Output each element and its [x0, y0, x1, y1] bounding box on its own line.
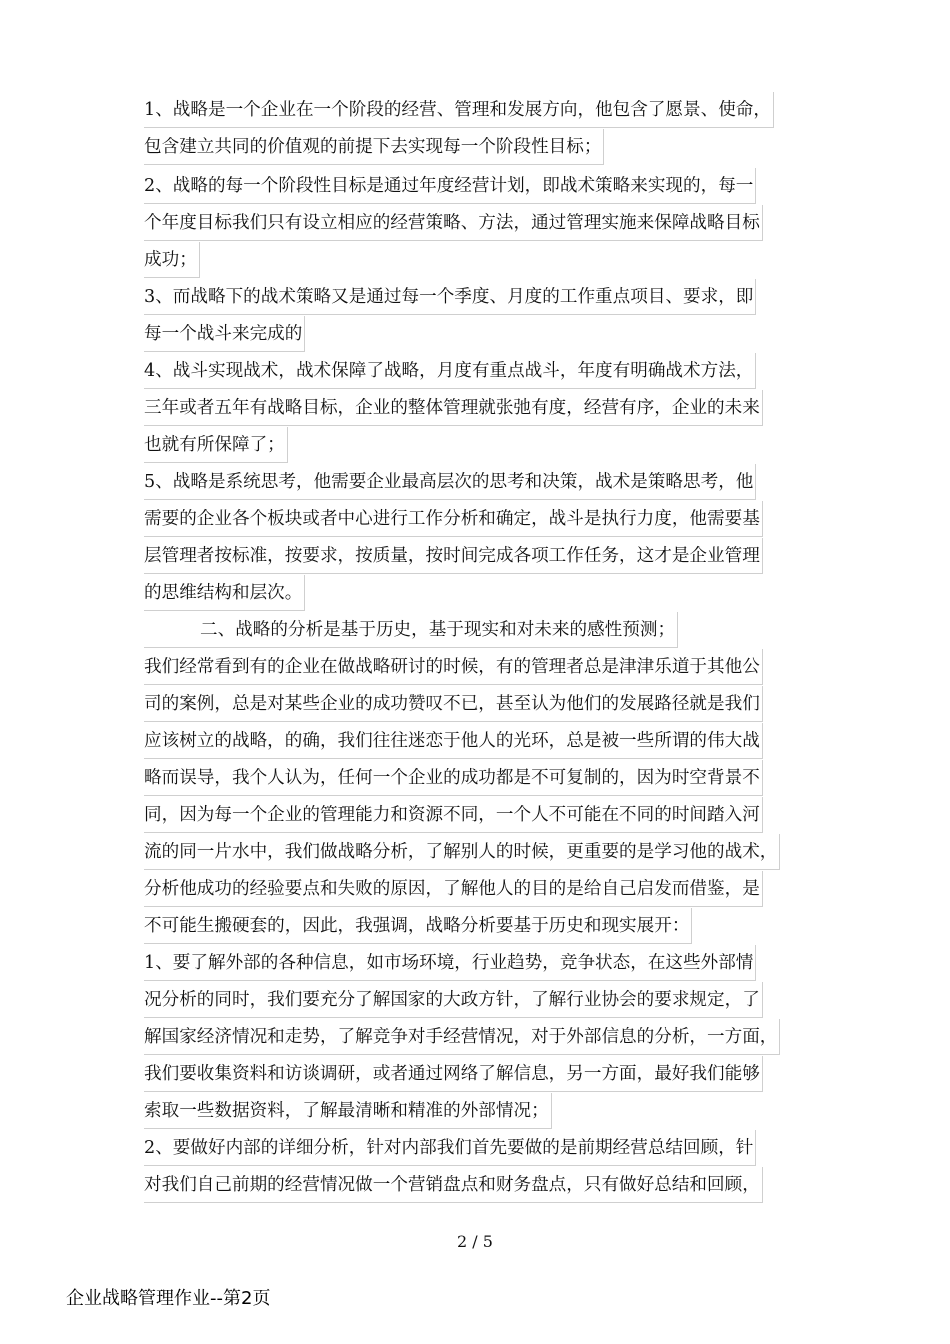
text-line: 应该树立的战略，的确，我们往往迷恋于他人的光环，总是被一些所谓的伟大战	[144, 723, 763, 759]
text-line: 况分析的同时，我们要充分了解国家的大政方针，了解行业协会的要求规定，了	[144, 982, 763, 1018]
text-line: 流的同一片水中，我们做战略分析，了解别人的时候，更重要的是学习他的战术，	[144, 834, 780, 870]
text-line: 1、战略是一个企业在一个阶段的经营、管理和发展方向，他包含了愿景、使命，	[144, 92, 774, 128]
text-line: 包含建立共同的价值观的前提下去实现每一个阶段性目标；	[144, 129, 604, 165]
text-line: 成功；	[144, 242, 200, 278]
text-line: 解国家经济情况和走势，了解竞争对手经营情况，对于外部信息的分析，一方面，	[144, 1019, 780, 1055]
text-line: 司的案例，总是对某些企业的成功赞叹不已，甚至认为他们的发展路径就是我们	[144, 686, 763, 722]
text-line: 每一个战斗来完成的	[144, 316, 305, 352]
text-line: 的思维结构和层次。	[144, 575, 305, 611]
text-line: 我们要收集资料和访谈调研，或者通过网络了解信息，另一方面，最好我们能够	[144, 1056, 763, 1092]
text-line: 3、而战略下的战术策略又是通过每一个季度、月度的工作重点项目、要求，即	[144, 279, 756, 315]
text-line: 我们经常看到有的企业在做战略研讨的时候，有的管理者总是津津乐道于其他公	[144, 649, 763, 685]
text-line: 层管理者按标准，按要求，按质量，按时间完成各项工作任务，这才是企业管理	[144, 538, 763, 574]
text-line: 对我们自己前期的经营情况做一个营销盘点和财务盘点，只有做好总结和回顾，	[144, 1167, 763, 1203]
text-line: 4、战斗实现战术，战术保障了战略，月度有重点战斗，年度有明确战术方法，	[144, 353, 756, 389]
text-line: 1、要了解外部的各种信息，如市场环境，行业趋势，竞争状态，在这些外部情	[144, 945, 756, 981]
text-line: 2、要做好内部的详细分析，针对内部我们首先要做的是前期经营总结回顾，针	[144, 1130, 756, 1166]
text-line: 个年度目标我们只有设立相应的经营策略、方法，通过管理实施来保障战略目标	[144, 205, 763, 241]
text-line: 略而误导，我个人认为，任何一个企业的成功都是不可复制的，因为时空背景不	[144, 760, 763, 796]
text-line: 不可能生搬硬套的，因此，我强调，战略分析要基于历史和现实展开：	[144, 908, 692, 944]
page-number: 2 / 5	[457, 1232, 493, 1251]
text-line: 2、战略的每一个阶段性目标是通过年度经营计划，即战术策略来实现的，每一	[144, 168, 756, 204]
text-line: 也就有所保障了；	[144, 427, 288, 463]
text-line: 需要的企业各个板块或者中心进行工作分析和确定，战斗是执行力度，他需要基	[144, 501, 763, 537]
text-line: 索取一些数据资料，了解最清晰和精准的外部情况；	[144, 1093, 552, 1129]
text-line: 5、战略是系统思考，他需要企业最高层次的思考和决策，战术是策略思考，他	[144, 464, 756, 500]
text-line: 分析他成功的经验要点和失败的原因，了解他人的目的是给自己启发而借鉴，是	[144, 871, 763, 907]
text-line: 三年或者五年有战略目标，企业的整体管理就张弛有度，经营有序，企业的未来	[144, 390, 763, 426]
text-line: 二、战略的分析是基于历史，基于现实和对未来的感性预测；	[144, 612, 678, 648]
text-line: 同，因为每一个企业的管理能力和资源不同，一个人不可能在不同的时间踏入河	[144, 797, 763, 833]
footer-title: 企业战略管理作业--第2页	[66, 1288, 271, 1309]
